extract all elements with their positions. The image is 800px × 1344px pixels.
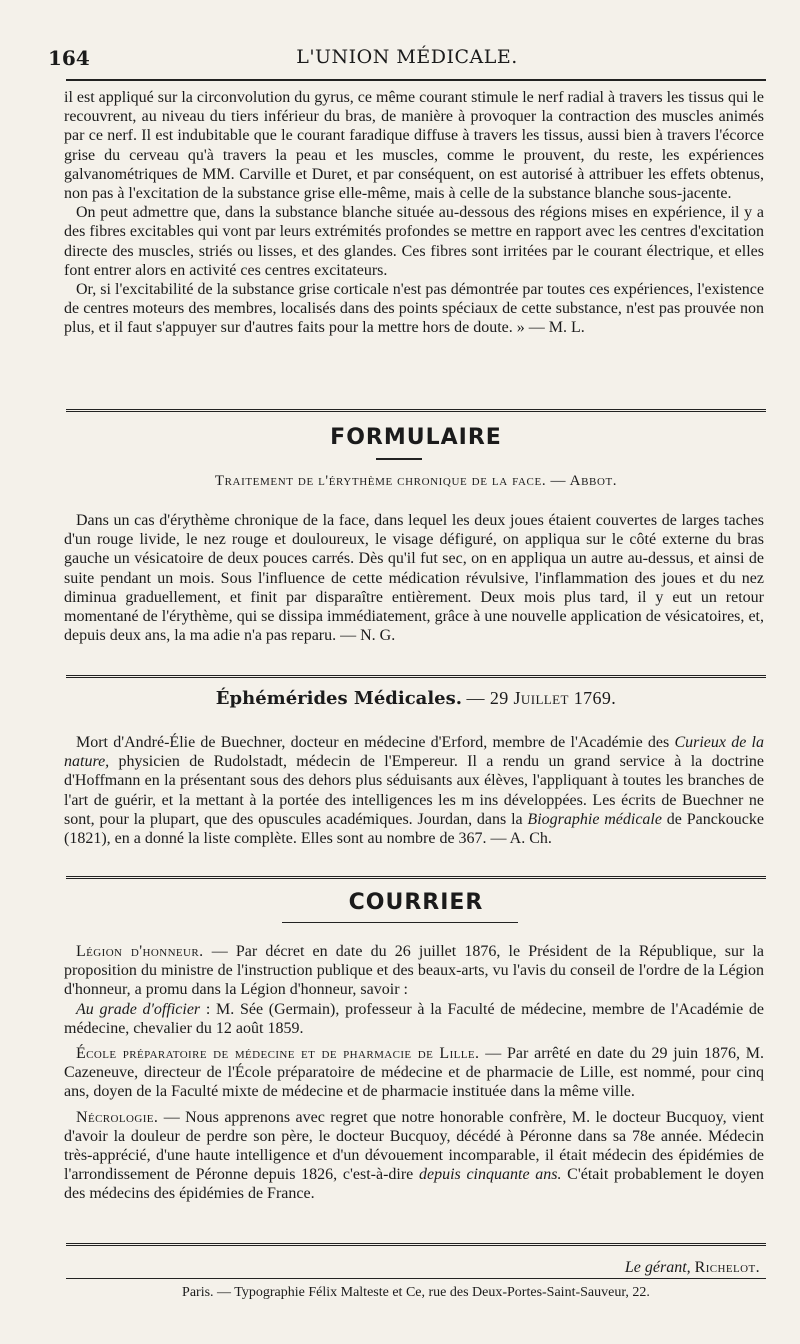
ecole-label: École préparatoire de médecine et de pharmacie de Lille.: [76, 1045, 480, 1063]
legion-text: — Par décret en date du 26 juillet 1876, le Président de la République, sur la proposition du ministre de l'instruction publique et des beaux-arts, vu l'avis du conseil de l'ordre de la Légion d'honneur, a promu dans la Légion d'honneur, savoir :: [64, 943, 765, 999]
intro-paragraph-3: Or, si l'excitabilité de la substance grise corticale n'est pas démontrée par toutes ces expériences, l'existence de centres moteurs des membres, localisés dans des points spéciaux de cette substance, n'est pas prouvée non plus, et il faut s'appuyer sur d'autres faits pour la mettre hors de doute. » — M. L.: [64, 281, 764, 337]
signature-label: Le gérant,: [624, 1259, 691, 1276]
running-title: L'UNION MÉDICALE.: [296, 46, 518, 68]
ecole-text: — Par arrêté en date du 29 juin 1876, M. Cazeneuve, directeur de l'École préparatoire de médecine et de pharmacie de Lille, est nommé, pour cinq ans, doyen de la Faculté mixte de médecine et de pharmacie instituée dans la même ville.: [64, 1045, 765, 1101]
heading-short-rule: [376, 458, 422, 460]
signature: [625, 1259, 760, 1277]
formulaire-text: [64, 511, 764, 645]
courrier-rule: [282, 922, 518, 923]
courrier-text: [64, 942, 764, 1204]
courrier-paragraph-1: [64, 942, 764, 1000]
ephemerides-date: — 29 Juillet 1769.: [466, 688, 617, 708]
page-header: [48, 44, 766, 74]
grade-label: Au grade d'officier: [76, 1000, 201, 1018]
grade-text: : M. Sée (Germain), professeur à la Faculté de médecine, membre de l'Académie de médecine, chevalier du 12 août 1859.: [64, 1000, 765, 1037]
printer-rule: [66, 1278, 766, 1279]
ephemerides-text: [64, 733, 764, 848]
ephemerides-body-end: de Panckoucke (1821), en a donné la liste complète. Elles sont au nombre de 367. — A. Ch.: [64, 810, 765, 848]
courrier-paragraph-4: [64, 1108, 764, 1204]
ephemerides-body-start: Mort d'André-Élie de Buechner, docteur en médecine d'Erford, membre de l'Académie des: [76, 734, 675, 751]
printer-line: Paris. — Typographie Félix Malteste et Ce, rue des Deux-Portes-Saint-Sauveur, 22.: [182, 1285, 650, 1300]
ephemerides-body: [64, 733, 764, 848]
necrologie-label: Nécrologie.: [76, 1108, 159, 1126]
ephemerides-body-italic-2: Biographie médicale: [527, 810, 662, 828]
ephemerides-title: Éphémérides Médicales.: [215, 688, 463, 709]
courrier-heading: COURRIER: [348, 890, 484, 915]
header-rule: [66, 79, 766, 81]
signature-name: Richelot.: [694, 1259, 760, 1276]
ephemerides-body-italic: Curieux de la nature,: [64, 734, 764, 771]
intro-paragraph-2: On peut admettre que, dans la substance blanche située au-dessous des régions mises en expérience, il y a des fibres excitables qui vont par leurs extrémités profondes se mettre en rapport avec les centres d'excitation directe des muscles, striés ou lisses, et des glandes. Ces fibres sont irritées par le courant électrique, et elles font entrer alors en activité ces centres excitateurs.: [64, 204, 764, 279]
formulaire-body: Dans un cas d'érythème chronique de la face, dans lequel les deux joues étaient couvertes de larges taches d'un rouge livide, le nez rouge et douloureux, le visage défiguré, on appliqua sur le côté externe du bras gauche un vésicatoire de deux pouces carrés. Dès qu'il fut sec, on en appliqua un autre au-dessus, et ainsi de suite pendant un mois. Sous l'influence de cette médication révulsive, l'inflammation des joues et du nez diminua graduellement, et finit par disparaître entièrement. Deux mois plus tard, il y eut un retour momentané de l'érythème, qui se dissipa immédiatement, grâce à une nouvelle application de vésicatoires, et, depuis deux ans, la ma adie n'a pas reparu. — N. G.: [64, 512, 764, 645]
intro-paragraph-1: il est appliqué sur la circonvolution du gyrus, ce même courant stimule le nerf radial à travers les tissus qui le recouvrent, au niveau du tiers inférieur du bras, de manière à provoquer la contraction des muscles animés par ce nerf. Il est indubitable que le courant faradique diffuse à travers les tissus, aussi bien à travers l'écorce grise du cerveau qu'à travers la peau et les muscles, comme le prouvent, du reste, les expériences galvanométriques de MM. Carville et Duret, et par conséquent, on est autorisé à attribuer les effets obtenus, non pas à l'excitation de la substance grise elle-même, mais à celle de la substance blanche sous-jacente.: [64, 89, 764, 203]
necrologie-text: — Nous apprenons avec regret que notre honorable confrère, M. le docteur Bucquoy, vient d'avoir la douleur de perdre son père, le docteur Bucquoy, décédé à Péronne dans sa 78e année. Médecin très-apprécié, d'une haute intelligence et d'un dévouement incomparable, il était médecin des épidémies de l'arrondissement de Péronne depuis 1826, c'est-à-dire: [64, 1108, 764, 1184]
page-number: 164: [48, 46, 90, 70]
legion-label: Légion d'honneur.: [76, 943, 204, 960]
formulaire-heading: FORMULAIRE: [330, 425, 502, 450]
footer-divider: [66, 1243, 766, 1250]
intro-text: [64, 88, 764, 338]
necrologie-end: C'était probablement le doyen des médecins des épidémies de France.: [64, 1166, 764, 1203]
formulaire-subheading: Traitement de l'érythème chronique de la face. — Abbot.: [214, 473, 618, 489]
courrier-paragraph-3: [64, 1044, 764, 1102]
necrologie-italic: depuis cinquante ans.: [418, 1166, 562, 1184]
section-divider: [66, 409, 766, 416]
ephemerides-heading: [66, 688, 766, 709]
ephemerides-body-mid: physicien de Rudolstadt, médecin de l'Empereur. Il a rendu un grand service à la doctrine d'Hoffmann en la présentant sous des dehors plus séduisants aux élèves, l'appliquant à toutes les branches de l'art de guérir, et la mettant à la portée des intelligences les m ins développées. Les écrits de Buechner ne sont, pour la plupart, que des opuscules académiques. Jourdan, dans la: [64, 753, 764, 828]
courrier-paragraph-2: [64, 1000, 764, 1038]
section-divider-3: [66, 876, 766, 883]
section-divider-2: [66, 675, 766, 682]
